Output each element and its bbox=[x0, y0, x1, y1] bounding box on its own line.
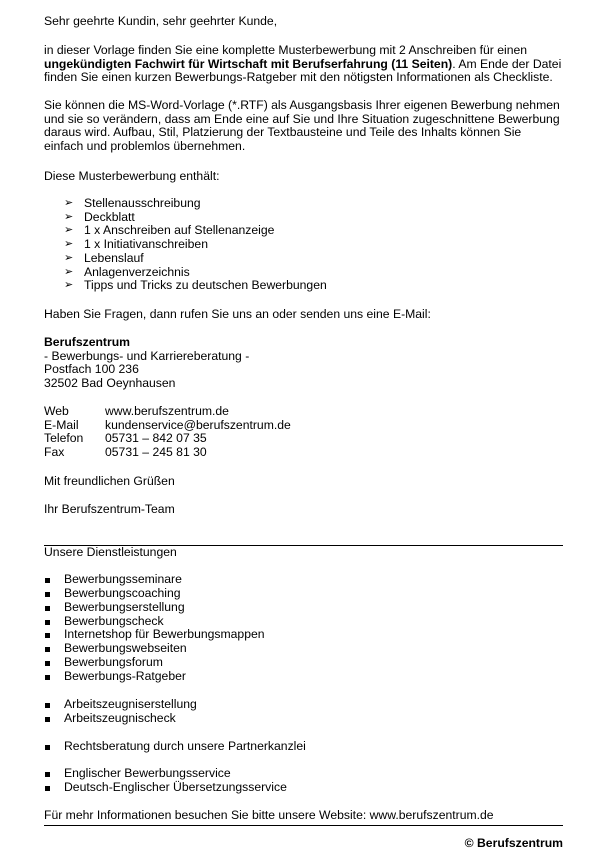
intro-prefix: in dieser Vorlage finden Sie eine komplette Musterbewerbung mit 2 Anschreiben für einen bbox=[44, 43, 528, 57]
square-bullet-icon bbox=[45, 620, 50, 625]
intro-paragraph bbox=[44, 44, 563, 85]
list-item: Bewerbungsforum bbox=[44, 656, 563, 670]
contact-fax: Fax 05731 – 245 81 30 bbox=[44, 445, 207, 460]
paragraph-template-usage: Sie können die MS-Word-Vorlage (*.RTF) als Ausgangsbasis Ihrer eigenen Bewerbung nehmen und sie so verändern, dass am Ende eine auf Sie und Ihre Situation zugeschnittene Bewerbung daraus wird. Aufbau, Stil, Platzierung der Textbausteine und Teile des Inhalts können Sie einfach und problemlos übernehmen. bbox=[44, 98, 560, 153]
square-bullet-icon bbox=[45, 633, 50, 638]
square-bullet-icon bbox=[45, 703, 50, 708]
company-address bbox=[44, 336, 563, 390]
list-item: Bewerbungscheck bbox=[44, 615, 563, 629]
services-footer: Für mehr Informationen besuchen Sie bitte unsere Website: www.berufszentrum.de bbox=[44, 808, 494, 822]
arrow-bullet-icon: ➢ bbox=[64, 265, 74, 278]
closing: Mit freundlichen Grüßen bbox=[44, 474, 175, 488]
list-item: Englischer Bewerbungsservice bbox=[44, 767, 563, 781]
divider bbox=[44, 825, 563, 826]
contents-list bbox=[44, 197, 563, 293]
contents-heading: Diese Musterbewerbung enthält: bbox=[44, 169, 220, 183]
intro-suffix: . Am Ende der Datei finden Sie einen kurzen Bewerbungs-Ratgeber mit den nötigsten Informationen als Checkliste. bbox=[44, 56, 562, 85]
list-item: Bewerbungscoaching bbox=[44, 587, 563, 601]
square-bullet-icon bbox=[45, 717, 50, 722]
contact-email: E-Mail kundenservice@berufszentrum.de bbox=[44, 417, 291, 432]
square-bullet-icon bbox=[45, 592, 50, 597]
services-list-references bbox=[44, 698, 563, 726]
arrow-bullet-icon: ➢ bbox=[64, 224, 74, 237]
copyright: © Berufszentrum bbox=[464, 836, 563, 850]
arrow-bullet-icon: ➢ bbox=[64, 251, 74, 264]
services-heading: Unsere Dienstleistungen bbox=[44, 545, 177, 559]
contact-block bbox=[44, 405, 563, 460]
list-item: ➢ 1 x Initiativanschreiben bbox=[64, 237, 208, 252]
list-item: Bewerbungswebseiten bbox=[44, 642, 563, 656]
list-item: Bewerbungserstellung bbox=[44, 601, 563, 615]
list-item: Arbeitszeugniserstellung bbox=[44, 698, 563, 712]
arrow-bullet-icon: ➢ bbox=[64, 279, 74, 292]
square-bullet-icon bbox=[45, 606, 50, 611]
list-item: Deutsch-Englischer Übersetzungsservice bbox=[44, 781, 563, 795]
list-item: ➢ Anlagenverzeichnis bbox=[64, 264, 190, 279]
services-list-legal bbox=[44, 740, 563, 754]
square-bullet-icon bbox=[45, 647, 50, 652]
company-city: 32502 Bad Oeynhausen bbox=[44, 375, 176, 390]
list-item: ➢ 1 x Anschreiben auf Stellenanzeige bbox=[64, 223, 275, 238]
intro-bold: ungekündigten Fachwirt für Wirtschaft mit Berufserfahrung (11 Seiten) bbox=[44, 56, 453, 71]
square-bullet-icon bbox=[45, 745, 50, 750]
square-bullet-icon bbox=[45, 578, 50, 583]
list-item: ➢ Deckblatt bbox=[64, 209, 135, 224]
square-bullet-icon bbox=[45, 772, 50, 777]
company-tagline: - Bewerbungs- und Karriereberatung - bbox=[44, 348, 250, 363]
list-item: Arbeitszeugnischeck bbox=[44, 712, 563, 726]
list-item: Internetshop für Bewerbungsmappen bbox=[44, 628, 563, 642]
list-item: ➢ Lebenslauf bbox=[64, 250, 144, 265]
questions-line: Haben Sie Fragen, dann rufen Sie uns an oder senden uns eine E-Mail: bbox=[44, 307, 431, 321]
services-list-main bbox=[44, 573, 563, 684]
list-item: ➢ Stellenausschreibung bbox=[64, 196, 201, 210]
square-bullet-icon bbox=[45, 661, 50, 666]
arrow-bullet-icon: ➢ bbox=[64, 238, 74, 251]
contact-phone: Telefon 05731 – 842 07 35 bbox=[44, 431, 207, 446]
salutation: Sehr geehrte Kundin, sehr geehrter Kunde, bbox=[44, 14, 278, 28]
signature: Ihr Berufszentrum-Team bbox=[44, 502, 175, 516]
square-bullet-icon bbox=[45, 675, 50, 680]
arrow-bullet-icon: ➢ bbox=[64, 210, 74, 223]
list-item: ➢ Tipps und Tricks zu deutschen Bewerbungen bbox=[64, 278, 327, 293]
arrow-bullet-icon: ➢ bbox=[64, 197, 74, 209]
web-link[interactable]: www.berufszentrum.de bbox=[105, 404, 229, 418]
divider bbox=[44, 545, 563, 546]
list-item: Bewerbungsseminare bbox=[44, 573, 563, 587]
list-item: Bewerbungs-Ratgeber bbox=[44, 670, 563, 684]
company-name: Berufszentrum bbox=[44, 335, 131, 349]
email-link[interactable]: kundenservice@berufszentrum.de bbox=[105, 417, 291, 432]
services-list-english bbox=[44, 767, 563, 795]
company-postbox: Postfach 100 236 bbox=[44, 362, 139, 377]
square-bullet-icon bbox=[45, 786, 50, 791]
contact-web: Web www.berufszentrum.de bbox=[44, 404, 229, 418]
list-item: Rechtsberatung durch unsere Partnerkanzlei bbox=[44, 740, 563, 754]
